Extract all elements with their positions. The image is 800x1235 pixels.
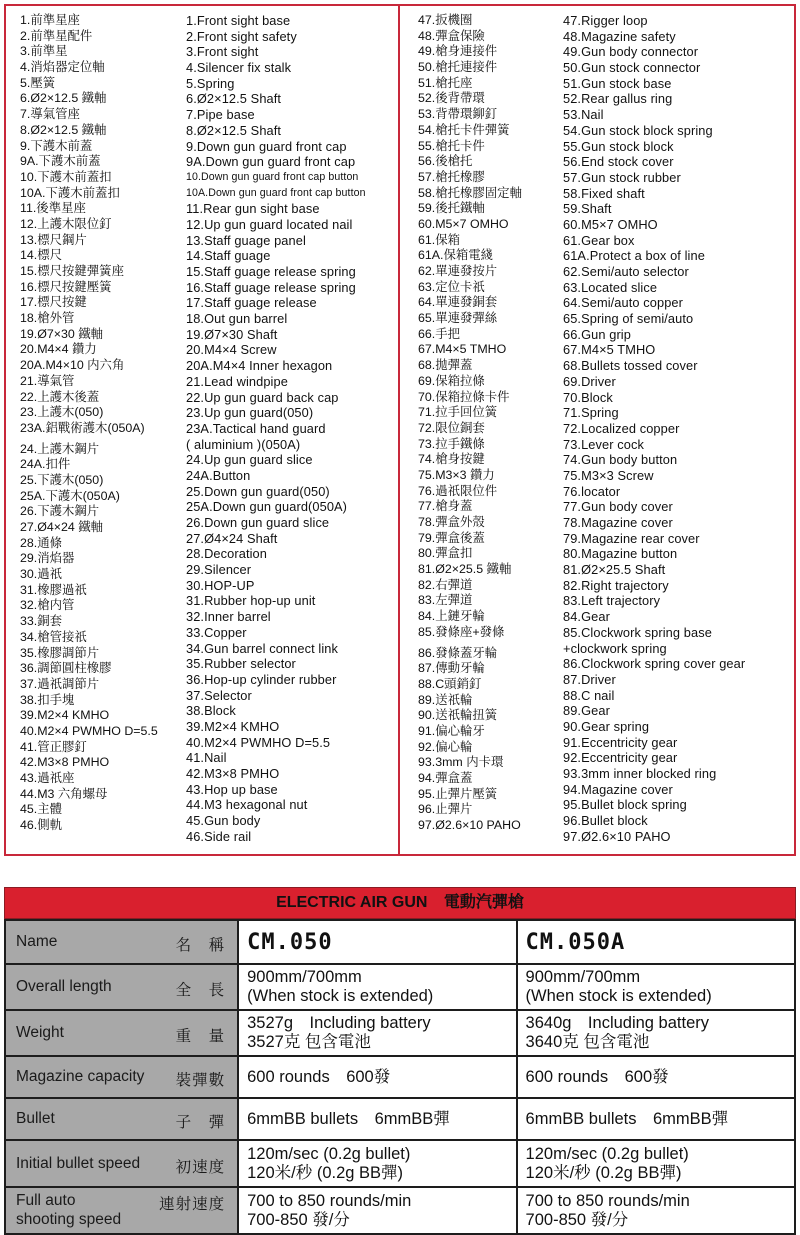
part-item: 43.Hop up base xyxy=(186,781,278,797)
spec-value-line: 700-850 發/分 xyxy=(525,1210,629,1229)
part-item: 81.Ø2×25.5 Shaft xyxy=(563,562,666,578)
part-item: 71.Spring xyxy=(563,405,619,421)
spec-value-line: 700 to 850 rounds/min xyxy=(247,1191,412,1210)
part-item: 79.彈盒後蓋 xyxy=(418,530,485,545)
spec-value-line: 6mmBB bullets 6mmBB彈 xyxy=(525,1109,729,1128)
part-item: 53.Nail xyxy=(563,107,604,123)
part-item: 85.發條座+發條 xyxy=(418,624,505,639)
part-item: 38.Block xyxy=(186,703,236,719)
part-item: 46.側軌 xyxy=(20,818,63,833)
part-item: 35.橡膠調節片 xyxy=(20,645,100,660)
spec-row xyxy=(5,1140,795,1187)
part-item: 57.槍托橡膠 xyxy=(418,169,485,184)
part-item: 2.Front sight safety xyxy=(186,28,297,44)
part-item: 7.導氣管座 xyxy=(20,107,80,122)
part-item: 69.Driver xyxy=(563,373,616,389)
part-item: 41.管正膠釘 xyxy=(20,739,87,754)
part-item: 43.過祇座 xyxy=(20,771,75,785)
part-item: 25.下護木(050) xyxy=(20,472,104,487)
part-item: 81.Ø2×25.5 鐵軸 xyxy=(418,562,512,577)
part-item: 89.Gear xyxy=(563,703,610,719)
parts-column-right-chinese xyxy=(418,13,563,834)
part-item: 24A.Button xyxy=(186,467,251,483)
spec-value-line: 700 to 850 rounds/min xyxy=(525,1191,690,1210)
part-item: 77.Gun body cover xyxy=(563,499,673,515)
part-item: 22.Up gun guard back cap xyxy=(186,389,339,405)
spec-label-chinese: 連射速度 xyxy=(159,1196,226,1213)
part-item: 25.Down gun guard(050) xyxy=(186,483,330,499)
part-item: 95.止彈片壓簧 xyxy=(418,786,498,801)
part-item: 91.偏心輪牙 xyxy=(418,723,485,738)
spec-label xyxy=(5,1187,238,1234)
part-item: 67.M4×5 TMHO xyxy=(418,342,507,357)
part-item: 39.M2×4 KMHO xyxy=(20,708,110,723)
part-item: 42.M3×8 PMHO xyxy=(20,755,110,770)
part-item: 80.Magazine button xyxy=(563,546,678,562)
spec-value-line: 600 rounds 600發 xyxy=(247,1067,391,1086)
spec-value-line: 120m/sec (0.2g bullet) xyxy=(247,1144,411,1163)
part-item: 21.Lead windpipe xyxy=(186,373,288,389)
part-item: 53.背帶環鉚釘 xyxy=(418,107,498,122)
part-item: 88.C頭銷釘 xyxy=(418,676,482,691)
part-item: 41.Nail xyxy=(186,750,227,766)
spec-label-english: shooting speed xyxy=(16,1211,122,1228)
part-item: 45.主體 xyxy=(20,802,63,817)
part-item: 74.槍身按鍵 xyxy=(418,452,485,467)
part-item: 6.Ø2×12.5 Shaft xyxy=(186,91,282,107)
part-item: 74.Gun body button xyxy=(563,452,678,468)
spec-label-chinese: 重 量 xyxy=(175,1028,226,1045)
part-item: 64.Semi/auto copper xyxy=(563,295,683,311)
spec-value-cm050 xyxy=(238,1098,516,1140)
spec-value-cm050a xyxy=(517,1140,795,1187)
spec-row xyxy=(5,1187,795,1234)
part-item: 20.M4×4 Screw xyxy=(186,342,277,358)
part-item: 24.Up gun guard slice xyxy=(186,452,313,468)
part-item: 6.Ø2×12.5 鐵軸 xyxy=(20,91,107,106)
part-item: 20.M4×4 鑽力 xyxy=(20,342,97,357)
spec-label-english: Overall length xyxy=(16,978,112,995)
part-item: 9.Down gun guard front cap xyxy=(186,138,347,154)
part-item: 65.單連發彈絲 xyxy=(418,311,498,326)
part-item: 29.消焰器 xyxy=(20,551,75,566)
part-item: 29.Silencer xyxy=(186,562,252,578)
part-item: 21.導氣管 xyxy=(20,373,75,388)
part-item: 52.後背帶環 xyxy=(418,91,485,106)
part-item: 68.Bullets tossed cover xyxy=(563,358,698,374)
part-item: 60.M5×7 OMHO xyxy=(563,216,658,232)
spec-label-english: Full auto xyxy=(16,1192,76,1209)
spec-value-line: 120m/sec (0.2g bullet) xyxy=(525,1144,689,1163)
model-name: CM.050A xyxy=(525,929,626,955)
spec-value-line: 3640g Including battery xyxy=(525,1014,710,1032)
part-item: 23.上護木(050) xyxy=(20,405,104,420)
part-item: 59.Shaft xyxy=(563,201,612,217)
part-item: 23A.鋁戰術護木(050A) xyxy=(20,420,145,435)
part-item: 17.標尺按鍵 xyxy=(20,295,87,310)
part-item: 34.Gun barrel connect link xyxy=(186,640,338,656)
spec-value-line: 3640克 包含電池 xyxy=(525,1033,650,1051)
part-item: 37.過祇調節片 xyxy=(20,676,100,691)
part-item: 78.彈盒外殼 xyxy=(418,515,485,529)
part-item: 31.橡膠過祇 xyxy=(20,582,87,597)
part-item: 92.偏心輪 xyxy=(418,739,473,754)
part-item: 47.扳機圈 xyxy=(418,13,473,27)
part-item: 40.M2×4 PWMHO D=5.5 xyxy=(20,723,158,738)
part-item: 75.M3×3 Screw xyxy=(563,467,654,483)
part-item: 54.Gun stock block spring xyxy=(563,122,713,138)
part-item: 9A.Down gun guard front cap xyxy=(186,154,356,170)
part-item: 25A.下護木(050A) xyxy=(20,488,120,503)
spec-header-english: ELECTRIC AIR GUN xyxy=(276,894,428,911)
part-item: 55.槍托卡件 xyxy=(418,138,485,153)
part-item: 84.上鏈牙輪 xyxy=(418,609,485,624)
model-name: CM.050 xyxy=(247,929,333,955)
part-item: 27.Ø4×24 鐵軸 xyxy=(20,520,103,534)
part-item: 49.Gun body connector xyxy=(563,44,699,60)
part-item: 56.後槍托 xyxy=(418,154,473,169)
part-item: 87.傳動牙輪 xyxy=(418,661,485,676)
part-item: +clockwork spring xyxy=(563,640,667,656)
part-item: 18.槍外管 xyxy=(20,311,75,326)
part-item: 9.下護木前蓋 xyxy=(20,138,93,153)
part-item: 46.Side rail xyxy=(186,828,252,844)
spec-label-english: Weight xyxy=(16,1024,64,1041)
part-item: 30.過祇 xyxy=(20,567,63,582)
spec-header xyxy=(4,887,796,919)
spec-value-cm050a xyxy=(517,1187,795,1234)
part-item: 82.Right trajectory xyxy=(563,577,669,593)
part-item: 15.Staff guage release spring xyxy=(186,264,356,279)
part-item: 84.Gear xyxy=(563,609,610,625)
part-item: 19.Ø7×30 鐵軸 xyxy=(20,326,103,341)
part-item: 16.Staff guage release spring xyxy=(186,279,356,295)
part-item: 37.Selector xyxy=(186,687,252,703)
part-item: 13.Staff guage panel xyxy=(186,232,306,248)
part-item: 87.Driver xyxy=(563,671,616,687)
part-item: 24A.扣件 xyxy=(20,457,71,472)
part-item: 25A.Down gun guard(050A) xyxy=(186,499,348,515)
part-item: 33.銅套 xyxy=(20,614,63,629)
part-item: 2.前準星配件 xyxy=(20,28,93,43)
part-item: 1.前準星座 xyxy=(20,13,80,27)
part-item: 92.Eccentricity gear xyxy=(563,750,678,766)
part-item: 30.HOP-UP xyxy=(186,577,255,593)
part-item: 14.Staff guage xyxy=(186,248,271,264)
spec-value-line: 6mmBB bullets 6mmBB彈 xyxy=(247,1109,450,1128)
part-item: 15.標尺按鍵彈簧座 xyxy=(20,264,124,278)
part-item: 48.彈盒保險 xyxy=(418,28,485,43)
part-item: 44.M3 六角螺母 xyxy=(20,786,108,801)
parts-list-divider xyxy=(398,4,400,856)
part-item: 68.拋彈蓋 xyxy=(418,358,473,373)
part-item: 82.右彈道 xyxy=(418,577,473,592)
spec-label-english: Initial bullet speed xyxy=(16,1154,141,1172)
spec-row xyxy=(5,1098,795,1140)
spec-value-line: (When stock is extended) xyxy=(247,987,434,1005)
part-item: 31.Rubber hop-up unit xyxy=(186,593,316,609)
spec-header-chinese: 電動汽彈槍 xyxy=(443,894,524,911)
part-item: 5.壓簧 xyxy=(20,75,56,90)
spec-value-cm050 xyxy=(238,964,516,1010)
part-item: 91.Eccentricity gear xyxy=(563,734,678,750)
part-item: 8.Ø2×12.5 鐵軸 xyxy=(20,122,107,137)
spec-value-cm050 xyxy=(238,1010,516,1056)
part-item: 17.Staff guage release xyxy=(186,295,317,311)
part-item: 5.Spring xyxy=(186,75,235,91)
part-item: 61A.保箱電綫 xyxy=(418,248,494,263)
spec-value-line: 600 rounds 600發 xyxy=(525,1067,669,1086)
part-item: 4.Silencer fix stalk xyxy=(186,60,292,76)
part-item: 1.Front sight base xyxy=(186,13,291,28)
spec-label-chinese: 全 長 xyxy=(175,982,226,999)
part-item: 61.Gear box xyxy=(563,232,635,248)
part-item: 48.Magazine safety xyxy=(563,28,676,44)
spec-label xyxy=(5,1098,238,1140)
spec-label-chinese: 名 稱 xyxy=(175,937,226,954)
spec-label-english: Magazine capacity xyxy=(16,1068,145,1085)
part-item: 23.Up gun guard(050) xyxy=(186,405,314,421)
part-item: 7.Pipe base xyxy=(186,107,255,123)
part-item: 95.Bullet block spring xyxy=(563,797,687,813)
part-item: 80.彈盒扣 xyxy=(418,546,473,561)
part-item: 66.手把 xyxy=(418,326,461,341)
part-item: 3.前準星 xyxy=(20,44,68,59)
spec-value-cm050a xyxy=(517,1056,795,1098)
part-item: 51.槍托座 xyxy=(418,75,473,90)
spec-value-cm050 xyxy=(238,1056,516,1098)
part-item: 83.左彈道 xyxy=(418,593,473,608)
part-item: 18.Out gun barrel xyxy=(186,311,288,327)
part-item: 94.Magazine cover xyxy=(563,781,673,797)
part-item: 28.Decoration xyxy=(186,546,267,562)
parts-column-left-chinese xyxy=(20,13,185,834)
part-item: 20A.M4×10 内六角 xyxy=(20,358,125,373)
spec-value-cm050a xyxy=(517,964,795,1010)
part-item: 10A.Down gun guard front cap button xyxy=(186,186,366,199)
spec-row xyxy=(5,920,795,964)
part-item: 3.Front sight xyxy=(186,44,259,60)
spec-table xyxy=(4,919,796,1235)
part-item: 90.送祇輪扭簧 xyxy=(418,708,498,723)
part-item: 64.單連發銅套 xyxy=(418,295,498,310)
part-item: 59.後托鐵軸 xyxy=(418,201,485,216)
part-item: ( aluminium )(050A) xyxy=(186,436,301,452)
spec-row xyxy=(5,1056,795,1098)
spec-label-english: Bullet xyxy=(16,1110,55,1127)
part-item: 10A.下護木前蓋扣 xyxy=(20,185,120,200)
part-item: 9A.下護木前蓋 xyxy=(20,154,101,169)
part-item: 71.拉手回位簧 xyxy=(418,405,498,420)
part-item: 38.扣手塊 xyxy=(20,692,75,707)
part-item: 89.送祇輪 xyxy=(418,692,473,707)
part-item: 88.C nail xyxy=(563,687,615,703)
part-item: 44.M3 hexagonal nut xyxy=(186,797,308,813)
part-item: 67.M4×5 TMHO xyxy=(563,342,656,358)
part-item: 93.3mm 内卡環 xyxy=(418,755,504,770)
part-item: 36.Hop-up cylinder rubber xyxy=(186,671,337,687)
part-item: 22.上護木後蓋 xyxy=(20,389,100,404)
part-item: 12.Up gun guard located nail xyxy=(186,216,353,232)
spec-value-line: 3527g Including battery xyxy=(247,1014,431,1032)
spec-label xyxy=(5,1010,238,1056)
part-item: 72.Localized copper xyxy=(563,420,680,436)
parts-column-left-english xyxy=(186,13,396,844)
part-item: 55.Gun stock block xyxy=(563,138,674,154)
part-item: 32.Inner barrel xyxy=(186,609,271,625)
part-item: 54.槍托卡件彈簧 xyxy=(418,122,510,137)
part-item: 70.保箱拉條卡件 xyxy=(418,389,510,404)
part-item: 58.Fixed shaft xyxy=(563,185,645,201)
part-item: 11.後準星座 xyxy=(20,201,86,216)
spec-value-line: 120米/秒 (0.2g BB彈) xyxy=(525,1163,682,1182)
parts-column-right-english xyxy=(563,13,793,844)
part-item: 94.彈盒蓋 xyxy=(418,771,473,785)
part-item: 73.Lever cock xyxy=(563,436,644,452)
part-item: 51.Gun stock base xyxy=(563,75,672,91)
spec-row xyxy=(5,964,795,1010)
part-item: 76.過祇限位件 xyxy=(418,483,498,498)
part-item: 61A.Protect a box of line xyxy=(563,248,705,264)
part-item: 63.Located slice xyxy=(563,279,658,295)
part-item: 49.槍身連接件 xyxy=(418,44,498,59)
part-item: 45.Gun body xyxy=(186,813,261,829)
part-item: 97.Ø2.6×10 PAHO xyxy=(563,828,671,844)
part-item: 97.Ø2.6×10 PAHO xyxy=(418,818,521,833)
part-item: 86.Clockwork spring cover gear xyxy=(563,656,746,672)
part-item: 77.槍身蓋 xyxy=(418,499,473,514)
part-item: 58.槍托橡膠固定軸 xyxy=(418,185,522,200)
spec-value-cm050a xyxy=(517,920,795,964)
part-item: 23A.Tactical hand guard xyxy=(186,420,326,436)
part-item: 16.標尺按鍵壓簧 xyxy=(20,279,112,294)
spec-value-line: 120米/秒 (0.2g BB彈) xyxy=(247,1163,404,1182)
spec-label xyxy=(5,1056,238,1098)
spec-sheet xyxy=(4,887,796,1229)
part-item: 12.上護木限位釘 xyxy=(20,216,112,231)
part-item: 20A.M4×4 Inner hexagon xyxy=(186,358,333,374)
part-item: 26.Down gun guard slice xyxy=(186,515,330,530)
part-item: 63.定位卡祇 xyxy=(418,279,485,294)
part-item: 86.發條蓋牙輪 xyxy=(418,645,498,660)
spec-label xyxy=(5,920,238,964)
spec-value-cm050 xyxy=(238,1140,516,1187)
spec-value-cm050 xyxy=(238,1187,516,1234)
part-item: 70.Block xyxy=(563,389,613,405)
spec-label-chinese: 子 彈 xyxy=(175,1114,226,1131)
part-item: 14.標尺 xyxy=(20,248,63,263)
part-item: 76.locator xyxy=(563,483,621,499)
part-item: 56.End stock cover xyxy=(563,154,674,170)
spec-value-line: 3527克 包含電池 xyxy=(247,1033,371,1051)
spec-label-chinese: 初速度 xyxy=(175,1158,226,1176)
part-item: 66.Gun grip xyxy=(563,326,631,342)
part-item: 26.下護木鋼片 xyxy=(20,504,100,519)
part-item: 32.槍内管 xyxy=(20,598,75,613)
part-item: 27.Ø4×24 Shaft xyxy=(186,530,278,546)
part-item: 11.Rear gun sight base xyxy=(186,201,320,217)
spec-value-line: 700-850 發/分 xyxy=(247,1210,350,1229)
part-item: 96.Bullet block xyxy=(563,813,648,829)
part-item: 72.限位銅套 xyxy=(418,420,485,435)
part-item: 42.M3×8 PMHO xyxy=(186,766,280,781)
part-item: 10.Down gun guard front cap button xyxy=(186,170,359,183)
part-item: 39.M2×4 KMHO xyxy=(186,718,280,734)
spec-value-line: (When stock is extended) xyxy=(525,987,712,1005)
part-item: 36.調節圓柱橡膠 xyxy=(20,661,112,676)
part-item: 50.槍托連接件 xyxy=(418,60,498,75)
part-item: 50.Gun stock connector xyxy=(563,60,701,76)
part-item: 47.Rigger loop xyxy=(563,13,648,28)
part-item: 96.止彈片 xyxy=(418,802,473,817)
part-item: 57.Gun stock rubber xyxy=(563,169,681,185)
part-item: 35.Rubber selector xyxy=(186,656,296,672)
spec-value-line: 900mm/700mm xyxy=(247,968,362,986)
part-item: 19.Ø7×30 Shaft xyxy=(186,326,278,342)
part-item: 13.標尺鋼片 xyxy=(20,232,87,247)
spec-value-cm050a xyxy=(517,1010,795,1056)
spec-label xyxy=(5,1140,238,1187)
spec-value-cm050 xyxy=(238,920,516,964)
part-item: 93.3mm inner blocked ring xyxy=(563,766,717,781)
part-item: 52.Rear gallus ring xyxy=(563,91,673,107)
spec-value-line: 900mm/700mm xyxy=(525,968,641,986)
part-item: 4.消焰器定位軸 xyxy=(20,60,105,75)
part-item: 90.Gear spring xyxy=(563,718,650,734)
part-item: 40.M2×4 PWMHO D=5.5 xyxy=(186,734,331,750)
part-item: 62.單連發按片 xyxy=(418,264,498,278)
spec-value-cm050a xyxy=(517,1098,795,1140)
part-item: 75.M3×3 鑽力 xyxy=(418,467,495,482)
part-item: 69.保箱拉條 xyxy=(418,373,485,388)
part-item: 61.保箱 xyxy=(418,232,461,247)
part-item: 33.Copper xyxy=(186,624,247,640)
part-item: 79.Magazine rear cover xyxy=(563,530,700,546)
part-item: 10.下護木前蓋扣 xyxy=(20,169,112,184)
spec-label-english: Name xyxy=(16,933,58,950)
part-item: 24.上護木鋼片 xyxy=(20,441,100,456)
part-item: 62.Semi/auto selector xyxy=(563,264,689,279)
part-item: 73.拉手鐵條 xyxy=(418,436,485,451)
part-item: 65.Spring of semi/auto xyxy=(563,311,694,327)
spec-label-chinese: 裝彈數 xyxy=(175,1072,226,1089)
part-item: 60.M5×7 OMHO xyxy=(418,216,509,231)
part-item: 34.槍管接祇 xyxy=(20,629,87,644)
part-item: 78.Magazine cover xyxy=(563,515,673,530)
part-item: 28.通條 xyxy=(20,535,63,550)
part-item: 85.Clockwork spring base xyxy=(563,624,712,640)
part-item: 8.Ø2×12.5 Shaft xyxy=(186,122,282,138)
spec-label xyxy=(5,964,238,1010)
spec-row xyxy=(5,1010,795,1056)
part-item: 83.Left trajectory xyxy=(563,593,661,609)
